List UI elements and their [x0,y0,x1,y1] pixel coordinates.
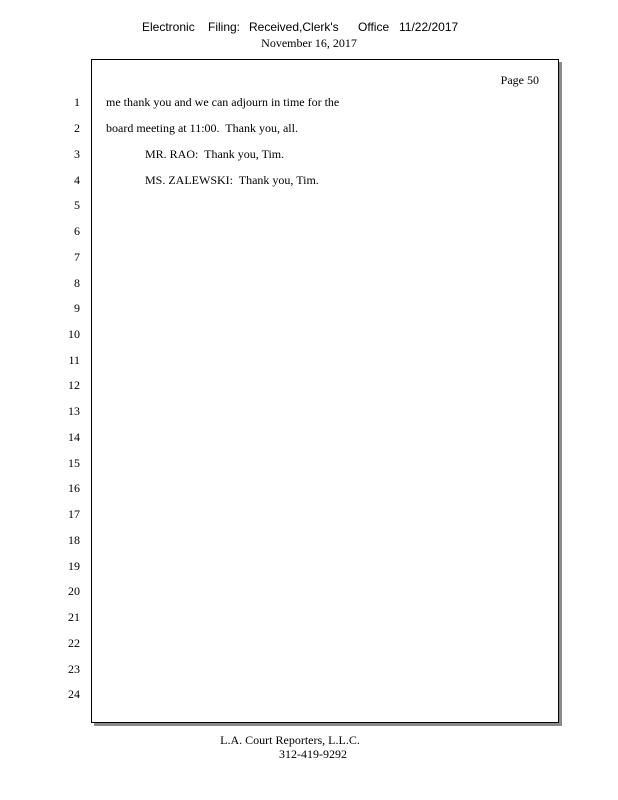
line-number: 19 [68,559,80,573]
reporter-company: L.A. Court Reporters, L.L.C. [220,733,360,747]
transcript-line: MS. ZALEWSKI: Thank you, Tim. [145,173,319,187]
line-number: 1 [74,95,80,109]
line-number: 6 [74,224,80,238]
line-number: 7 [74,250,80,264]
line-number: 11 [68,353,80,367]
line-number: 24 [68,687,80,701]
line-numbers [0,0,80,800]
line-number: 17 [68,507,80,521]
line-number: 10 [68,327,80,341]
line-number: 18 [68,533,80,547]
transcript-line: me thank you and we can adjourn in time for the [106,95,340,109]
line-number: 23 [68,662,80,676]
transcript-line: board meeting at 11:00. Thank you, all. [106,121,298,135]
line-number: 22 [68,636,80,650]
stamp-office: Office [358,20,390,34]
line-number: 21 [68,610,80,624]
line-number: 14 [68,430,80,444]
stamp-date: 11/22/2017 [399,20,459,34]
line-number: 20 [68,584,80,598]
line-number: 15 [68,456,80,470]
line-number: 12 [68,378,80,392]
line-number: 5 [74,198,80,212]
line-number: 2 [74,121,80,135]
transcript-line: MR. RAO: Thank you, Tim. [145,147,285,161]
line-number: 4 [74,173,80,187]
line-number: 9 [74,301,80,315]
line-number: 16 [68,481,80,495]
line-number: 13 [68,404,80,418]
page-number: Page 50 [500,73,539,87]
line-number: 3 [74,147,80,161]
stamp-filing: Filing: [208,20,241,34]
hearing-date: November 16, 2017 [261,36,357,50]
stamp-received: Received,Clerk's [249,20,339,34]
line-number: 8 [74,276,80,290]
stamp-electronic: Electronic [142,20,195,34]
reporter-phone: 312-419-9292 [279,747,347,761]
